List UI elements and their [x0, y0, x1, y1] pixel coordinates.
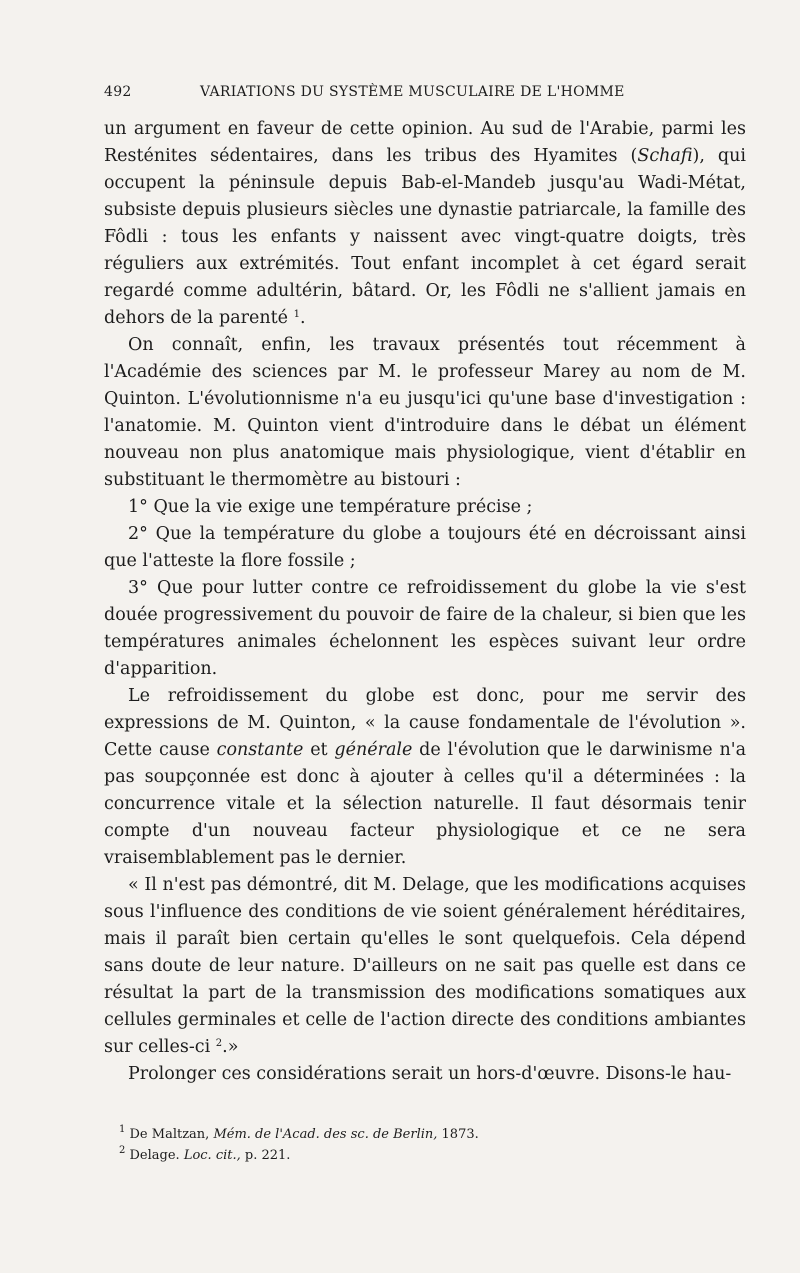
- footnote-1-italic: Mém. de l'Acad. des sc. de Berlin,: [213, 1127, 438, 1142]
- running-header: [104, 84, 746, 106]
- paragraph-1-text-c: .: [299, 308, 306, 328]
- footnote-ref-2[interactable]: 2: [215, 1038, 223, 1049]
- footnote-ref-1[interactable]: 1: [293, 309, 300, 320]
- paragraph-6-text-a: Le refroidissement du globe est donc, pour me servir des expressions de M. Quinton, « la cause fondamentale de l'évolution ». Cette cause: [104, 686, 746, 760]
- paragraph-1-italic: Schafi: [637, 146, 693, 166]
- footnote-2: [119, 1145, 745, 1166]
- footnote-2-mark: 2: [119, 1145, 126, 1156]
- paragraph-1-text-a: un argument en faveur de cette opinion. Au sud de l'Arabie, parmi les Resténites sédentaires, dans les tribus des Hyamites (: [104, 119, 746, 166]
- paragraph-7-text-a: « Il n'est pas démontré, dit M. Delage, que les modifications acquises sous l'influence des conditions de vie soient généralement héréditaires, mais il paraît bien certain qu'elles le sont quelquefois. Cela dépend sans doute de leur nature. D'ailleurs on ne sait pas quelle est dans ce résultat la part de la transmission des modifications somatiques aux cellules germinales et celle de l'action directe des conditions ambiantes sur celles-ci: [104, 875, 746, 1057]
- paragraph-1: [104, 116, 746, 332]
- body-text: [104, 116, 746, 1088]
- paragraph-7-text-b: .»: [222, 1037, 239, 1057]
- footnote-1: [119, 1124, 745, 1145]
- footnote-1-text-a: De Maltzan,: [125, 1127, 214, 1142]
- paragraph-6-italic-2: générale: [334, 740, 413, 760]
- paragraph-7: [104, 872, 746, 1061]
- paragraph-4: 2° Que la température du globe a toujours été en décroissant ainsi que l'atteste la flore fossile ;: [104, 524, 746, 571]
- paragraph-5: 3° Que pour lutter contre ce refroidissement du globe la vie s'est douée progressivement du pouvoir de faire de la chaleur, si bien que les températures animales échelonnent les espèces suivant leur ordre d'apparition.: [104, 578, 746, 679]
- paragraph-6-text-b: et: [303, 740, 335, 760]
- footnotes: [119, 1124, 745, 1166]
- paragraph-6-text-c: de l'évolution que le darwinisme n'a pas soupçonnée est donc à ajouter à celles qu'il a déterminées : la concurrence vitale et la sélection naturelle. Il faut désormais tenir compte d'un nouveau facteur physiologique et ce ne sera vraisemblablement pas le dernier.: [104, 740, 746, 868]
- footnote-2-italic: Loc. cit.,: [183, 1148, 241, 1163]
- paragraph-6: [104, 683, 746, 872]
- footnote-2-text-b: p. 221.: [240, 1148, 291, 1163]
- footnote-1-text-b: 1873.: [437, 1127, 479, 1142]
- footnote-2-text-a: Delage.: [125, 1148, 184, 1163]
- footnote-1-mark: 1: [119, 1124, 126, 1135]
- paragraph-6-italic-1: constante: [216, 740, 304, 760]
- page-number: 492: [104, 84, 132, 100]
- paragraph-8: Prolonger ces considérations serait un hors-d'œuvre. Disons-le hau-: [128, 1064, 732, 1084]
- running-title: VARIATIONS DU SYSTÈME MUSCULAIRE DE L'HOMME: [200, 84, 625, 100]
- paragraph-3: 1° Que la vie exige une température précise ;: [128, 497, 533, 517]
- paragraph-2: On connaît, enfin, les travaux présentés tout récemment à l'Académie des sciences par M. le professeur Marey au nom de M. Quinton. L'évolutionnisme n'a eu jusqu'ici qu'une base d'investigation : l'anatomie. M. Quinton vient d'introduire dans le débat un élément nouveau non plus anatomique mais physiologique, vient d'établir en substituant le thermomètre au bistouri :: [104, 335, 746, 490]
- paragraph-1-text-b: ), qui occupent la péninsule depuis Bab-el-Mandeb jusqu'au Wadi-Métat, subsiste depuis plusieurs siècles une dynastie patriarcale, la famille des Fôdli : tous les enfants y naissent avec vingt-quatre doigts, très réguliers aux extrémités. Tout enfant incomplet à cet égard serait regardé comme adultérin, bâtard. Or, les Fôdli ne s'allient jamais en dehors de la parenté: [104, 146, 746, 328]
